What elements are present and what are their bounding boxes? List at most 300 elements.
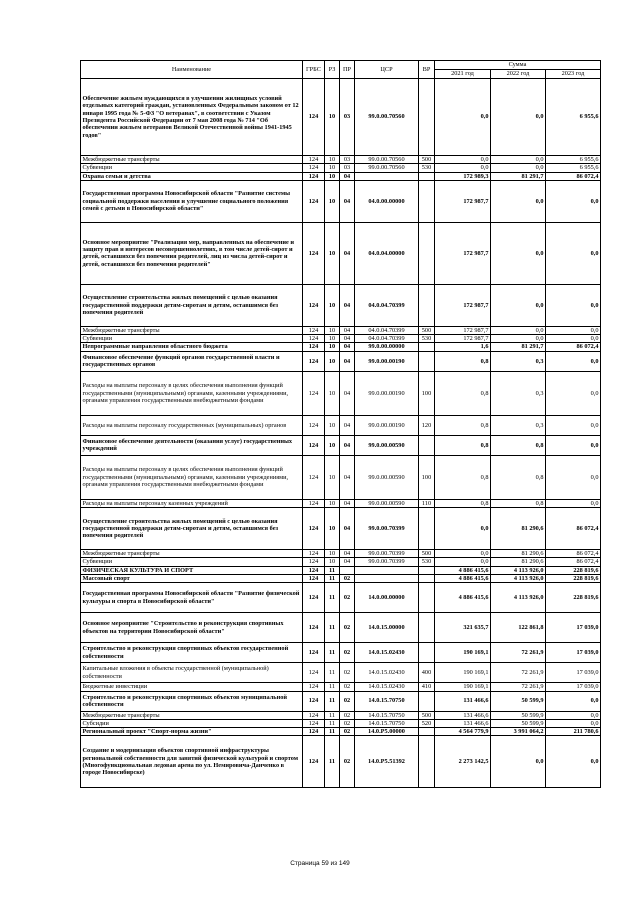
- cell-rz: 11: [325, 613, 340, 643]
- cell-grbs: 124: [303, 550, 325, 558]
- cell-sum-2022: 0,8: [491, 499, 546, 507]
- cell-rz: 11: [325, 574, 340, 582]
- cell-vr: 530: [419, 558, 435, 566]
- cell-vr: 500: [419, 711, 435, 719]
- cell-rz: 10: [325, 455, 340, 499]
- header-csr: ЦСР: [355, 61, 419, 79]
- cell-sum-2021: 0,0: [435, 550, 491, 558]
- cell-name: Региональный проект "Спорт-норма жизни": [81, 728, 303, 736]
- cell-name: Создание и модернизация объектов спортивной инфраструктуры региональной собственности для занятий физической культурой и спортом (Многофункциональная ледовая арена по ул. Немировича-Данченко в городе Новосибирске): [81, 736, 303, 788]
- cell-name: Осуществление строительства жилых помещений с целью оказания государственной поддержки детям-сиротам и детям, оставшимся без попечения родителей: [81, 508, 303, 550]
- cell-grbs: 124: [303, 371, 325, 415]
- cell-sum-2022: 0,0: [491, 284, 546, 326]
- cell-sum-2021: 4 564 779,9: [435, 728, 491, 736]
- cell-grbs: 124: [303, 156, 325, 164]
- cell-rz: 10: [325, 343, 340, 351]
- cell-pr: 02: [340, 583, 355, 613]
- cell-grbs: 124: [303, 172, 325, 180]
- cell-sum-2022: 72 261,9: [491, 643, 546, 663]
- cell-name: Капитальные вложения в объекты государственной (муниципальной) собственности: [81, 663, 303, 683]
- cell-sum-2021: 0,0: [435, 156, 491, 164]
- cell-sum-2023: 0,0: [546, 222, 601, 284]
- table-row: [81, 435, 601, 455]
- cell-sum-2021: 190 169,1: [435, 683, 491, 691]
- cell-sum-2023: 0,0: [546, 499, 601, 507]
- cell-csr: 99.0.00.70560: [355, 164, 419, 172]
- cell-sum-2023: 0,0: [546, 371, 601, 415]
- cell-sum-2023: 17 039,0: [546, 683, 601, 691]
- cell-pr: 02: [340, 663, 355, 683]
- cell-csr: 99.0.00.00190: [355, 415, 419, 435]
- cell-rz: 11: [325, 736, 340, 788]
- cell-pr: 02: [340, 574, 355, 582]
- cell-pr: 02: [340, 711, 355, 719]
- cell-vr: [419, 583, 435, 613]
- table-row: [81, 326, 601, 334]
- cell-sum-2023: 86 072,4: [546, 508, 601, 550]
- cell-name: Субвенции: [81, 164, 303, 172]
- cell-sum-2023: 0,0: [546, 326, 601, 334]
- cell-pr: 04: [340, 326, 355, 334]
- cell-name: Строительство и реконструкция спортивных объектов государственной собственности: [81, 643, 303, 663]
- cell-sum-2023: 0,0: [546, 455, 601, 499]
- cell-rz: 10: [325, 435, 340, 455]
- cell-rz: 10: [325, 371, 340, 415]
- cell-vr: 100: [419, 371, 435, 415]
- cell-csr: 99.0.00.00000: [355, 343, 419, 351]
- cell-sum-2023: 86 072,4: [546, 343, 601, 351]
- cell-csr: 99.0.00.00590: [355, 435, 419, 455]
- cell-rz: 10: [325, 172, 340, 180]
- cell-sum-2021: 172 987,7: [435, 326, 491, 334]
- cell-vr: [419, 351, 435, 371]
- cell-vr: 500: [419, 550, 435, 558]
- cell-pr: 02: [340, 613, 355, 643]
- cell-csr: [355, 574, 419, 582]
- cell-name: Расходы на выплаты персоналу казенных учреждений: [81, 499, 303, 507]
- cell-sum-2022: 4 113 926,0: [491, 583, 546, 613]
- cell-csr: 14.0.P5.00000: [355, 728, 419, 736]
- cell-csr: 04.0.04.70399: [355, 326, 419, 334]
- table-row: [81, 222, 601, 284]
- cell-grbs: 124: [303, 79, 325, 156]
- cell-name: Межбюджетные трансферты: [81, 326, 303, 334]
- cell-rz: 11: [325, 566, 340, 574]
- cell-vr: [419, 172, 435, 180]
- cell-name: Субсидии: [81, 719, 303, 727]
- cell-pr: 04: [340, 371, 355, 415]
- cell-pr: 04: [340, 435, 355, 455]
- table-row: [81, 691, 601, 711]
- cell-sum-2021: 0,8: [435, 371, 491, 415]
- cell-csr: 99.0.00.70560: [355, 79, 419, 156]
- cell-sum-2021: 0,0: [435, 164, 491, 172]
- table-row: [81, 284, 601, 326]
- cell-sum-2023: 0,0: [546, 719, 601, 727]
- cell-sum-2021: 4 886 415,6: [435, 566, 491, 574]
- cell-sum-2023: 17 039,0: [546, 643, 601, 663]
- cell-rz: 11: [325, 683, 340, 691]
- cell-pr: 04: [340, 335, 355, 343]
- cell-sum-2022: 81 290,6: [491, 508, 546, 550]
- cell-pr: 03: [340, 156, 355, 164]
- header-grbs: ГРБС: [303, 61, 325, 79]
- page-footer: Страница 59 из 149: [290, 860, 350, 867]
- table-row: [81, 613, 601, 643]
- table-row: [81, 415, 601, 435]
- cell-csr: 14.0.00.00000: [355, 583, 419, 613]
- cell-grbs: 124: [303, 326, 325, 334]
- table-row: [81, 643, 601, 663]
- table-row: [81, 499, 601, 507]
- cell-sum-2022: 72 261,9: [491, 683, 546, 691]
- cell-pr: 02: [340, 719, 355, 727]
- cell-name: Основное мероприятие "Реализация мер, направленных на обеспечение и защиту прав и интересов несовершеннолетних, в том числе детей-сирот и детей, оставшихся без попечения родителей, лиц из числа детей-сирот и детей, оставшихся без попечения родителей": [81, 222, 303, 284]
- cell-rz: 11: [325, 728, 340, 736]
- cell-vr: 110: [419, 499, 435, 507]
- cell-sum-2021: 4 886 415,6: [435, 574, 491, 582]
- cell-csr: [355, 566, 419, 574]
- cell-pr: 02: [340, 683, 355, 691]
- cell-sum-2022: 0,3: [491, 371, 546, 415]
- table-row: [81, 455, 601, 499]
- table-row: [81, 508, 601, 550]
- table-row: [81, 156, 601, 164]
- cell-name: Расходы на выплаты персоналу в целях обеспечения выполнения функций государственными (муниципальными) органами, казенными учреждениями, органами управления государственными внебюджетными фондами: [81, 455, 303, 499]
- cell-sum-2021: 190 169,1: [435, 643, 491, 663]
- cell-csr: [355, 172, 419, 180]
- cell-sum-2022: 0,8: [491, 455, 546, 499]
- cell-rz: 11: [325, 691, 340, 711]
- cell-rz: 10: [325, 326, 340, 334]
- cell-sum-2021: 172 987,7: [435, 222, 491, 284]
- cell-sum-2023: 228 819,6: [546, 583, 601, 613]
- cell-vr: [419, 180, 435, 222]
- cell-name: Обеспечение жильем нуждающихся в улучшении жилищных условий отдельных категорий граждан, установленных Федеральным законом от 12 января 1995 года № 5-ФЗ "О ветеранах", в соответствии с Указом Президента Российской Федерации от 7 мая 2008 года № 714 "Об обеспечении жильем ветеранов Великой Отечественной войны 1941-1945 годов": [81, 79, 303, 156]
- cell-sum-2023: 0,0: [546, 351, 601, 371]
- cell-csr: 04.0.04.00000: [355, 222, 419, 284]
- header-name: Наименование: [81, 61, 303, 79]
- cell-vr: 120: [419, 415, 435, 435]
- cell-sum-2021: 0,0: [435, 79, 491, 156]
- table-body: [81, 79, 601, 788]
- cell-csr: 04.0.04.70399: [355, 335, 419, 343]
- cell-csr: 14.0.15.02430: [355, 683, 419, 691]
- cell-grbs: 124: [303, 164, 325, 172]
- cell-grbs: 124: [303, 566, 325, 574]
- cell-sum-2022: 0,3: [491, 415, 546, 435]
- cell-sum-2022: 0,0: [491, 156, 546, 164]
- cell-grbs: 124: [303, 499, 325, 507]
- cell-sum-2022: 0,3: [491, 351, 546, 371]
- cell-sum-2021: 131 466,6: [435, 691, 491, 711]
- table-row: [81, 172, 601, 180]
- cell-grbs: 124: [303, 711, 325, 719]
- cell-sum-2022: 0,0: [491, 164, 546, 172]
- cell-sum-2022: 0,0: [491, 335, 546, 343]
- cell-rz: 11: [325, 663, 340, 683]
- cell-csr: 99.0.00.70399: [355, 508, 419, 550]
- cell-csr: 99.0.00.00590: [355, 499, 419, 507]
- cell-name: Охрана семьи и детства: [81, 172, 303, 180]
- cell-sum-2023: 6 955,6: [546, 164, 601, 172]
- cell-sum-2021: 0,8: [435, 455, 491, 499]
- cell-sum-2023: 6 955,6: [546, 156, 601, 164]
- cell-grbs: 124: [303, 335, 325, 343]
- cell-sum-2022: 0,0: [491, 180, 546, 222]
- cell-vr: [419, 643, 435, 663]
- cell-name: Массовый спорт: [81, 574, 303, 582]
- cell-vr: 530: [419, 335, 435, 343]
- cell-sum-2022: 50 599,9: [491, 711, 546, 719]
- table-header: [81, 61, 601, 79]
- cell-vr: [419, 736, 435, 788]
- cell-grbs: 124: [303, 643, 325, 663]
- cell-vr: 520: [419, 719, 435, 727]
- cell-rz: 11: [325, 643, 340, 663]
- cell-sum-2021: 0,8: [435, 435, 491, 455]
- cell-csr: 14.0.15.02430: [355, 643, 419, 663]
- cell-pr: 03: [340, 164, 355, 172]
- cell-name: Государственная программа Новосибирской области "Развитие системы социальной поддержки населения и улучшение социального положения семей с детьми в Новосибирской области": [81, 180, 303, 222]
- cell-grbs: 124: [303, 558, 325, 566]
- table-row: [81, 574, 601, 582]
- budget-table-sheet: [80, 60, 600, 788]
- cell-sum-2021: 172 987,7: [435, 180, 491, 222]
- cell-sum-2021: 0,8: [435, 415, 491, 435]
- cell-vr: 400: [419, 663, 435, 683]
- cell-vr: [419, 728, 435, 736]
- cell-sum-2021: 131 466,6: [435, 719, 491, 727]
- cell-grbs: 124: [303, 691, 325, 711]
- table-row: [81, 736, 601, 788]
- cell-pr: 02: [340, 728, 355, 736]
- cell-rz: 10: [325, 508, 340, 550]
- cell-sum-2022: 81 291,7: [491, 343, 546, 351]
- cell-sum-2023: 86 072,4: [546, 172, 601, 180]
- table-row: [81, 663, 601, 683]
- cell-sum-2022: 81 290,6: [491, 550, 546, 558]
- cell-sum-2022: 50 599,9: [491, 719, 546, 727]
- cell-sum-2022: 0,0: [491, 79, 546, 156]
- cell-name: Расходы на выплаты персоналу в целях обеспечения выполнения функций государственными (муниципальными) органами, казенными учреждениями, органами управления государственными внебюджетными фондами: [81, 371, 303, 415]
- cell-rz: 10: [325, 284, 340, 326]
- cell-pr: 02: [340, 736, 355, 788]
- table-row: [81, 566, 601, 574]
- cell-sum-2021: 4 886 415,6: [435, 583, 491, 613]
- table-row: [81, 711, 601, 719]
- header-pr: ПР: [340, 61, 355, 79]
- header-year-2021: 2021 год: [435, 70, 491, 79]
- cell-grbs: 124: [303, 683, 325, 691]
- budget-table: [80, 60, 601, 788]
- cell-grbs: 124: [303, 415, 325, 435]
- cell-pr: 04: [340, 343, 355, 351]
- cell-sum-2021: 2 273 142,5: [435, 736, 491, 788]
- cell-sum-2022: 81 290,6: [491, 558, 546, 566]
- cell-sum-2021: 172 987,7: [435, 335, 491, 343]
- header-rz: РЗ: [325, 61, 340, 79]
- cell-csr: 14.0.15.70750: [355, 711, 419, 719]
- cell-sum-2022: 0,0: [491, 736, 546, 788]
- cell-sum-2023: 6 955,6: [546, 79, 601, 156]
- cell-rz: 10: [325, 499, 340, 507]
- cell-sum-2023: 0,0: [546, 180, 601, 222]
- cell-sum-2023: 228 819,6: [546, 566, 601, 574]
- cell-vr: [419, 691, 435, 711]
- cell-rz: 10: [325, 415, 340, 435]
- cell-name: Осуществление строительства жилых помещений с целью оказания государственной поддержки детям-сиротам и детям, оставшимся без попечения родителей: [81, 284, 303, 326]
- cell-rz: 10: [325, 550, 340, 558]
- cell-sum-2023: 86 072,4: [546, 558, 601, 566]
- table-row: [81, 371, 601, 415]
- cell-csr: 99.0.00.00190: [355, 351, 419, 371]
- cell-vr: [419, 343, 435, 351]
- cell-vr: [419, 435, 435, 455]
- cell-name: Бюджетные инвестиции: [81, 683, 303, 691]
- cell-csr: 99.0.00.00190: [355, 371, 419, 415]
- cell-vr: [419, 79, 435, 156]
- cell-grbs: 124: [303, 343, 325, 351]
- cell-vr: 100: [419, 455, 435, 499]
- cell-pr: 04: [340, 558, 355, 566]
- cell-rz: 10: [325, 558, 340, 566]
- cell-sum-2022: 0,0: [491, 326, 546, 334]
- cell-pr: 02: [340, 643, 355, 663]
- cell-sum-2023: 17 039,0: [546, 613, 601, 643]
- cell-csr: 99.0.00.70560: [355, 156, 419, 164]
- cell-grbs: 124: [303, 719, 325, 727]
- cell-sum-2021: 0,8: [435, 499, 491, 507]
- cell-vr: 410: [419, 683, 435, 691]
- cell-sum-2022: 3 991 064,2: [491, 728, 546, 736]
- table-row: [81, 79, 601, 156]
- cell-sum-2023: 0,0: [546, 691, 601, 711]
- cell-name: ФИЗИЧЕСКАЯ КУЛЬТУРА И СПОРТ: [81, 566, 303, 574]
- cell-sum-2022: 122 861,8: [491, 613, 546, 643]
- cell-grbs: 124: [303, 583, 325, 613]
- cell-rz: 11: [325, 583, 340, 613]
- cell-sum-2022: 0,0: [491, 222, 546, 284]
- cell-pr: 04: [340, 351, 355, 371]
- cell-pr: 04: [340, 172, 355, 180]
- cell-name: Непрограммные направления областного бюджета: [81, 343, 303, 351]
- cell-grbs: 124: [303, 180, 325, 222]
- cell-sum-2021: 0,0: [435, 508, 491, 550]
- cell-sum-2021: 321 635,7: [435, 613, 491, 643]
- cell-sum-2021: 172 989,3: [435, 172, 491, 180]
- table-row: [81, 164, 601, 172]
- cell-sum-2021: 131 466,6: [435, 711, 491, 719]
- table-row: [81, 343, 601, 351]
- cell-grbs: 124: [303, 508, 325, 550]
- cell-name: Межбюджетные трансферты: [81, 711, 303, 719]
- cell-vr: 530: [419, 164, 435, 172]
- cell-vr: [419, 284, 435, 326]
- cell-grbs: 124: [303, 613, 325, 643]
- cell-sum-2022: 4 113 926,0: [491, 566, 546, 574]
- cell-grbs: 124: [303, 351, 325, 371]
- table-row: [81, 683, 601, 691]
- cell-grbs: 124: [303, 435, 325, 455]
- cell-grbs: 124: [303, 663, 325, 683]
- header-year-2023: 2023 год: [546, 70, 601, 79]
- cell-pr: 04: [340, 550, 355, 558]
- cell-name: Субвенции: [81, 558, 303, 566]
- cell-csr: 99.0.00.00590: [355, 455, 419, 499]
- cell-sum-2022: 72 261,9: [491, 663, 546, 683]
- cell-vr: [419, 222, 435, 284]
- cell-sum-2021: 0,8: [435, 351, 491, 371]
- cell-pr: 04: [340, 415, 355, 435]
- table-row: [81, 719, 601, 727]
- cell-name: Основное мероприятие "Строительство и реконструкция спортивных объектов на территории Новосибирской области": [81, 613, 303, 643]
- cell-pr: 03: [340, 79, 355, 156]
- cell-sum-2023: 0,0: [546, 335, 601, 343]
- cell-pr: 02: [340, 691, 355, 711]
- table-row: [81, 335, 601, 343]
- cell-sum-2021: 1,6: [435, 343, 491, 351]
- cell-vr: [419, 613, 435, 643]
- cell-vr: [419, 574, 435, 582]
- cell-grbs: 124: [303, 455, 325, 499]
- cell-csr: 14.0.15.70750: [355, 691, 419, 711]
- cell-sum-2023: 17 039,0: [546, 663, 601, 683]
- table-row: [81, 583, 601, 613]
- cell-pr: 04: [340, 499, 355, 507]
- cell-rz: 10: [325, 222, 340, 284]
- cell-grbs: 124: [303, 574, 325, 582]
- cell-vr: 500: [419, 326, 435, 334]
- header-year-2022: 2022 год: [491, 70, 546, 79]
- cell-rz: 10: [325, 351, 340, 371]
- header-vr: ВР: [419, 61, 435, 79]
- cell-sum-2021: 0,0: [435, 558, 491, 566]
- cell-vr: [419, 566, 435, 574]
- cell-sum-2023: 0,0: [546, 284, 601, 326]
- cell-csr: 14.0.15.70750: [355, 719, 419, 727]
- cell-rz: 10: [325, 180, 340, 222]
- cell-sum-2023: 0,0: [546, 415, 601, 435]
- cell-sum-2023: 86 072,4: [546, 550, 601, 558]
- cell-pr: 04: [340, 222, 355, 284]
- cell-rz: 10: [325, 164, 340, 172]
- cell-csr: 14.0.P5.51392: [355, 736, 419, 788]
- cell-grbs: 124: [303, 222, 325, 284]
- cell-name: Финансовое обеспечение функций органов государственной власти и государственных органов: [81, 351, 303, 371]
- cell-name: Межбюджетные трансферты: [81, 156, 303, 164]
- header-sum: Сумма: [435, 61, 601, 70]
- cell-sum-2023: 211 780,6: [546, 728, 601, 736]
- table-row: [81, 558, 601, 566]
- cell-name: Межбюджетные трансферты: [81, 550, 303, 558]
- cell-sum-2021: 190 169,1: [435, 663, 491, 683]
- cell-csr: 04.0.00.00000: [355, 180, 419, 222]
- cell-pr: 04: [340, 284, 355, 326]
- cell-csr: 14.0.15.02430: [355, 663, 419, 683]
- cell-grbs: 124: [303, 736, 325, 788]
- cell-name: Строительство и реконструкция спортивных объектов муниципальной собственности: [81, 691, 303, 711]
- cell-pr: 04: [340, 455, 355, 499]
- cell-sum-2023: 0,0: [546, 736, 601, 788]
- cell-sum-2022: 4 113 926,0: [491, 574, 546, 582]
- cell-pr: 04: [340, 180, 355, 222]
- table-row: [81, 728, 601, 736]
- table-row: [81, 180, 601, 222]
- cell-name: Субвенции: [81, 335, 303, 343]
- cell-name: Финансовое обеспечение деятельности (оказания услуг) государственных учреждений: [81, 435, 303, 455]
- cell-sum-2023: 0,0: [546, 711, 601, 719]
